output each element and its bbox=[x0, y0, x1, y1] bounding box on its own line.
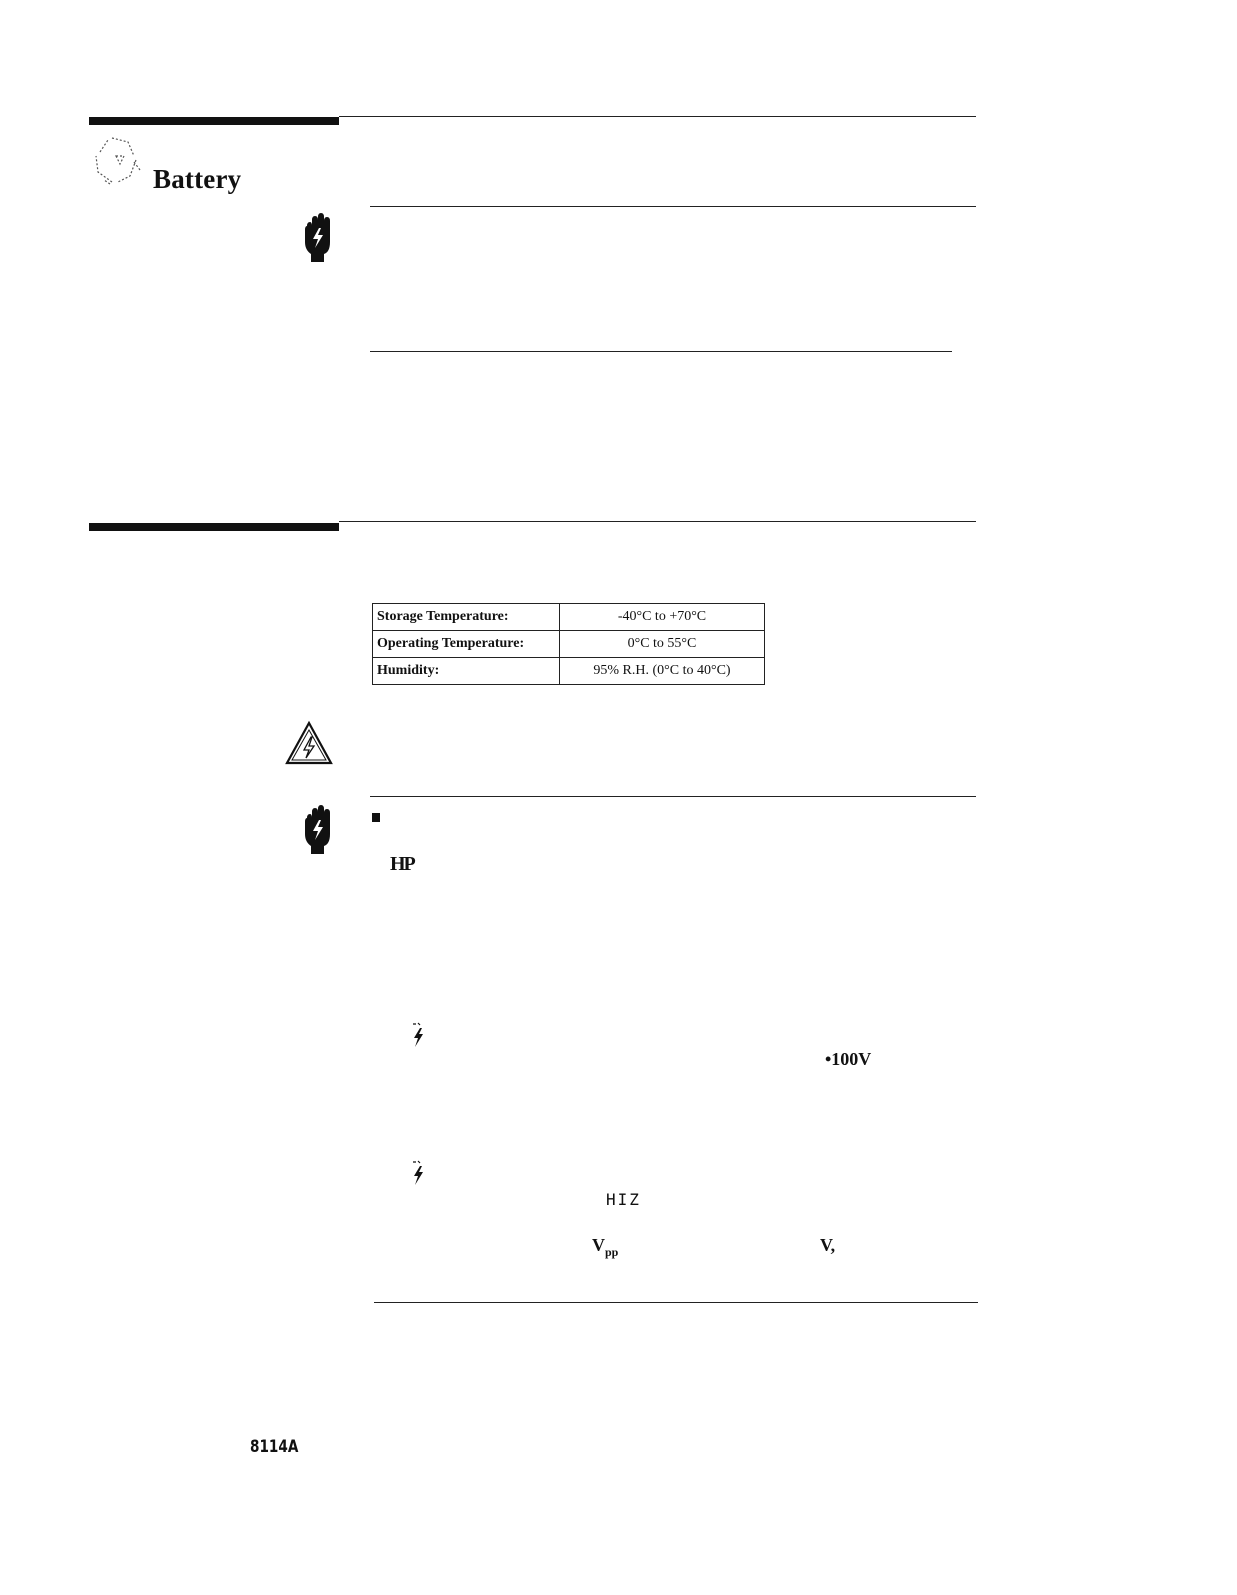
v-comma-fragment: V, bbox=[820, 1235, 836, 1255]
bullet-marker bbox=[372, 813, 380, 822]
voltage-100v-fragment: •100V bbox=[825, 1049, 872, 1069]
vpp-base: V bbox=[592, 1235, 605, 1255]
environment-table bbox=[372, 603, 765, 685]
table-cell-label: Humidity: bbox=[373, 658, 560, 685]
warning-triangle-icon bbox=[285, 720, 333, 766]
section-bar-battery bbox=[89, 117, 339, 125]
recycle-icon bbox=[90, 132, 150, 192]
vpp-subscript: pp bbox=[605, 1245, 619, 1259]
caution-rule-top-2 bbox=[370, 796, 976, 797]
table-row bbox=[373, 631, 765, 658]
stop-hand-icon bbox=[302, 804, 334, 858]
table-cell-value: 0°C to 55°C bbox=[560, 631, 765, 658]
note-rule-top-1 bbox=[370, 206, 976, 207]
note-rule-bottom-1 bbox=[370, 351, 952, 352]
caution-rule-bottom-2 bbox=[374, 1302, 978, 1303]
table-cell-value: 95% R.H. (0°C to 40°C) bbox=[560, 658, 765, 685]
hiz-fragment: HIZ bbox=[606, 1190, 641, 1209]
table-row bbox=[373, 604, 765, 631]
section-bar-environment bbox=[89, 523, 339, 531]
table-cell-label: Operating Temperature: bbox=[373, 631, 560, 658]
section-rule-environment bbox=[339, 521, 976, 522]
vpp-fragment bbox=[592, 1235, 618, 1260]
section-rule-battery bbox=[339, 116, 976, 117]
high-voltage-icon bbox=[410, 1022, 426, 1048]
hp-fragment: HP bbox=[390, 853, 414, 875]
stop-hand-icon bbox=[302, 212, 334, 266]
section-heading-battery: Battery bbox=[153, 164, 242, 194]
table-cell-label: Storage Temperature: bbox=[373, 604, 560, 631]
high-voltage-icon bbox=[410, 1160, 426, 1186]
table-row bbox=[373, 658, 765, 685]
footer-model-number: 8114A bbox=[250, 1437, 299, 1457]
table-cell-value: -40°C to +70°C bbox=[560, 604, 765, 631]
